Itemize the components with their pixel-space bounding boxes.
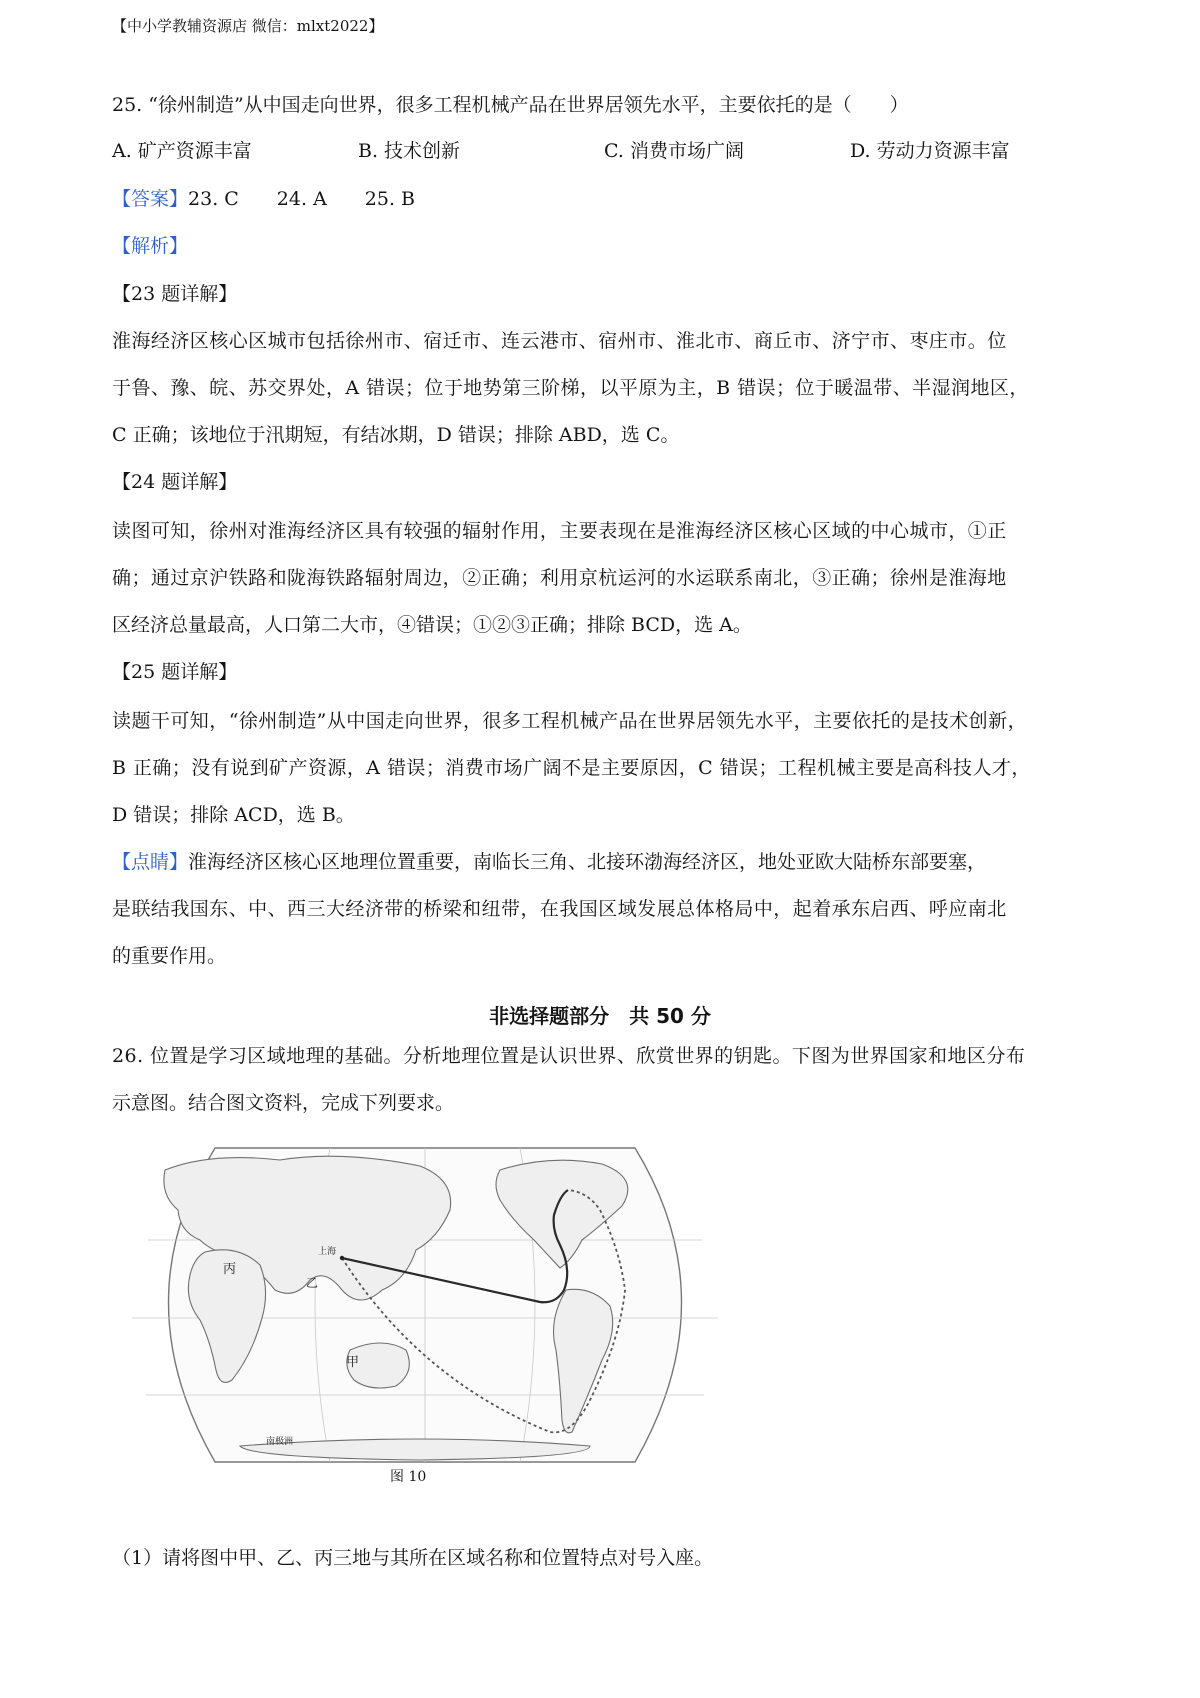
label-jia: 甲 — [346, 1355, 360, 1370]
q26-sub1: （1）请将图中甲、乙、丙三地与其所在区域名称和位置特点对号入座。 — [112, 1547, 714, 1569]
detail-24-line: 确；通过京沪铁路和陇海铁路辐射周边，②正确；利用京杭运河的水运联系南北，③正确；徐州是淮海地 — [112, 567, 1007, 589]
world-map-figure — [120, 1140, 730, 1470]
q25-option-b: B. 技术创新 — [358, 140, 461, 162]
q26-stem-line: 示意图。结合图文资料，完成下列要求。 — [112, 1092, 455, 1114]
detail-24-title: 【24 题详解】 — [112, 471, 238, 493]
detail-23-line: 淮海经济区核心区城市包括徐州市、宿迁市、连云港市、宿州市、淮北市、商丘市、济宁市、枣庄市。位 — [112, 330, 1007, 352]
dianjing-line — [112, 849, 986, 875]
label-yi: 乙 — [306, 1276, 319, 1290]
q26-stem-line: 26. 位置是学习区域地理的基础。分析地理位置是认识世界、欣赏世界的钥匙。下图为世界国家和地区分布 — [112, 1045, 1026, 1067]
detail-23-title: 【23 题详解】 — [112, 283, 238, 305]
detail-23-line: C 正确；该地位于汛期短，有结冰期，D 错误；排除 ABD，选 C。 — [112, 424, 680, 446]
answer-label: 【答案】 — [112, 188, 189, 210]
label-shanghai: 上海 — [318, 1247, 337, 1257]
detail-24-line: 读图可知，徐州对淮海经济区具有较强的辐射作用，主要表现在是淮海经济区核心区域的中心城市，①正 — [112, 520, 1007, 542]
answer-line — [112, 186, 415, 212]
header-watermark: 【中小学教辅资源店 微信：mlxt2022】 — [112, 17, 384, 35]
dianjing-label: 【点睛】 — [112, 851, 189, 873]
detail-25-title: 【25 题详解】 — [112, 661, 238, 683]
detail-25-line: 读题干可知，“徐州制造”从中国走向世界，很多工程机械产品在世界居领先水平，主要依托的是技术创新， — [112, 710, 1028, 732]
analysis-label: 【解析】 — [112, 235, 189, 257]
dianjing-text: 淮海经济区核心区地理位置重要，南临长三角、北接环渤海经济区，地处亚欧大陆桥东部要塞， — [188, 851, 987, 873]
answer-text: 23. C 24. A 25. B — [188, 188, 416, 210]
detail-24-line: 区经济总量最高，人口第二大市，④错误；①②③正确；排除 BCD，选 A。 — [112, 614, 752, 636]
label-nanjizhou: 南极洲 — [266, 1437, 294, 1447]
dianjing-line: 是联结我国东、中、西三大经济带的桥梁和纽带，在我国区域发展总体格局中，起着承东启西、呼应南北 — [112, 898, 1007, 920]
q25-option-c: C. 消费市场广阔 — [604, 140, 744, 162]
detail-23-line: 于鲁、豫、皖、苏交界处，A 错误；位于地势第三阶梯，以平原为主，B 错误；位于暖温带、半湿润地区， — [112, 377, 1029, 399]
figure-caption: 图 10 — [390, 1469, 427, 1485]
shanghai-marker — [340, 1256, 344, 1260]
detail-25-line: B 正确；没有说到矿产资源，A 错误；消费市场广阔不是主要原因，C 错误；工程机械主要是高科技人才， — [112, 757, 1031, 779]
label-bing: 丙 — [223, 1262, 237, 1277]
q25-option-d: D. 劳动力资源丰富 — [850, 140, 1010, 162]
dianjing-line: 的重要作用。 — [112, 945, 227, 967]
detail-25-line: D 错误；排除 ACD，选 B。 — [112, 804, 355, 826]
q25-stem: 25. “徐州制造”从中国走向世界，很多工程机械产品在世界居领先水平，主要依托的是（ ） — [112, 94, 909, 116]
section-title: 非选择题部分 共 50 分 — [489, 1004, 711, 1028]
q25-option-a: A. 矿产资源丰富 — [112, 140, 252, 162]
